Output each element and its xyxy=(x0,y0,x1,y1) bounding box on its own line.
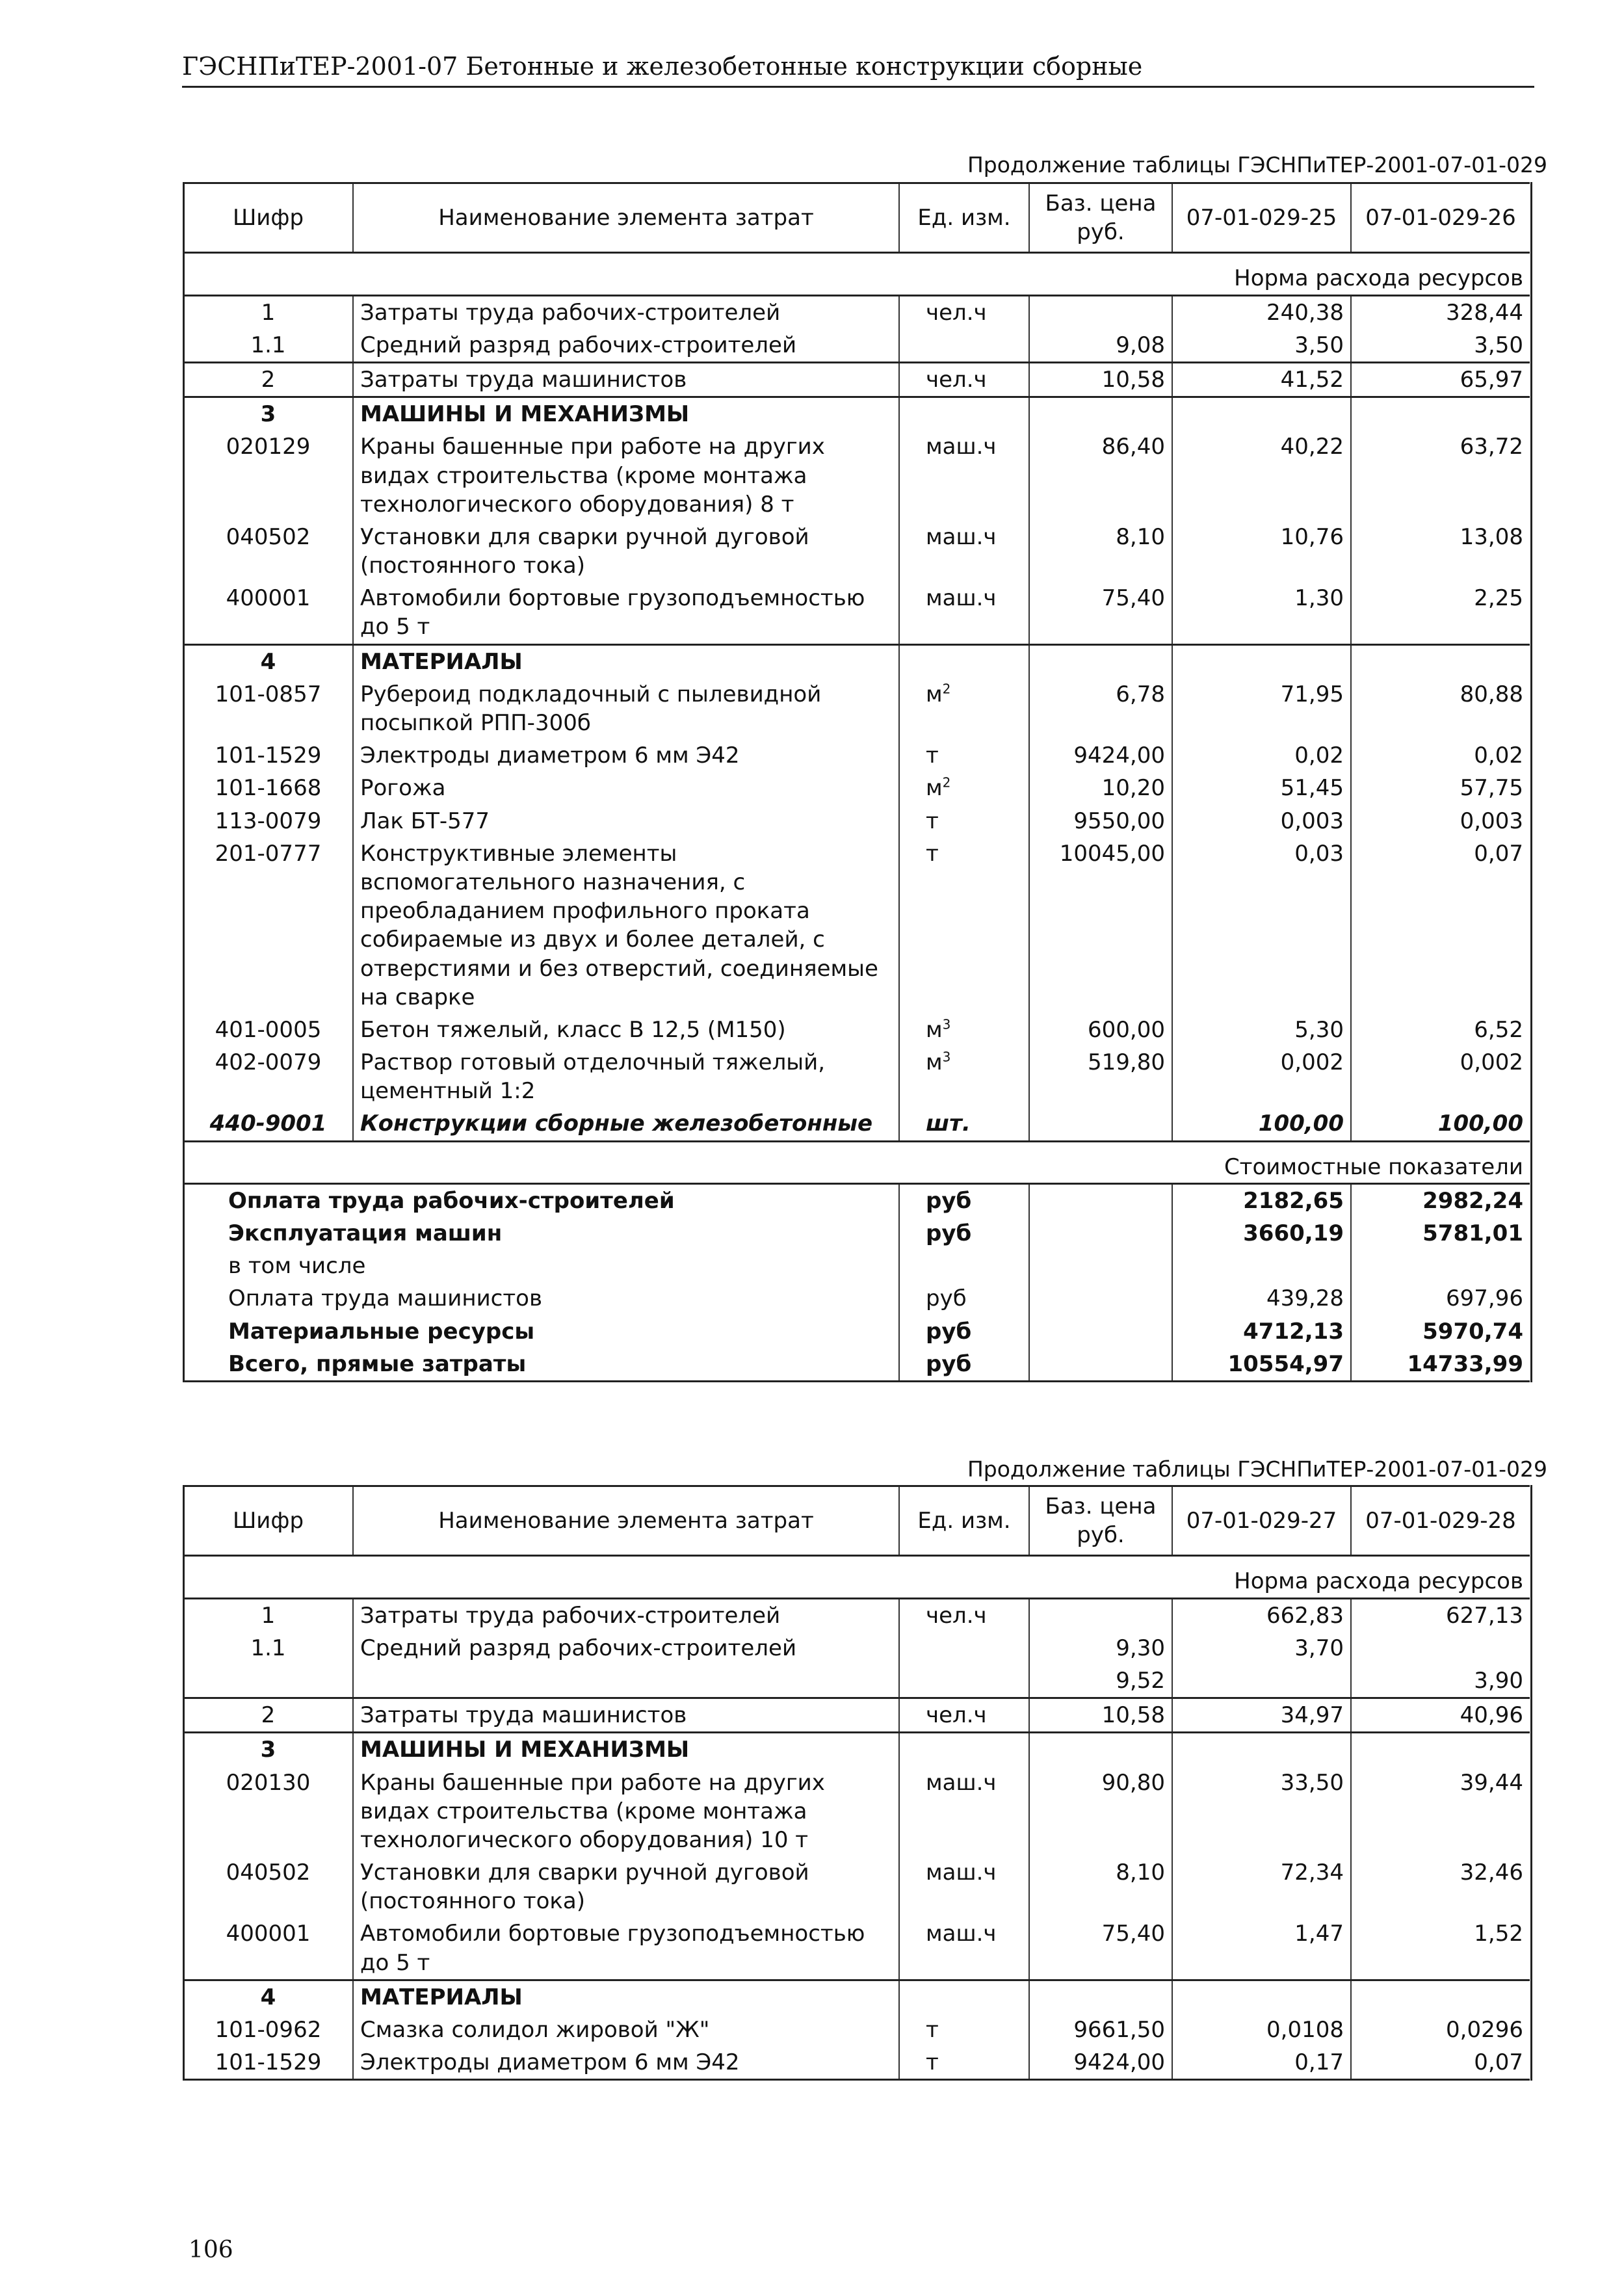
header-code: Шифр xyxy=(184,1486,353,1556)
resource-unit xyxy=(899,2046,1029,2080)
norm-value-1: 40,22 xyxy=(1172,430,1351,521)
resource-code: 400001 xyxy=(226,1921,311,1947)
cost-unit: руб xyxy=(899,1348,1029,1382)
norm-value-1: 1,30 xyxy=(1172,582,1351,644)
norm-value-2: 0,0296 xyxy=(1351,2014,1530,2046)
resource-unit xyxy=(899,362,1029,397)
norm-value-1: 41,52 xyxy=(1172,362,1351,397)
resource-unit xyxy=(899,678,1029,739)
resource-code: 040502 xyxy=(226,523,311,550)
norm-value-1: 240,38 xyxy=(1172,295,1351,329)
resource-name: Лак БТ-577 xyxy=(353,805,899,837)
table-row xyxy=(184,1014,1530,1046)
base-price: 9,08 xyxy=(1029,329,1172,363)
base-price: 9,30 xyxy=(1029,1632,1172,1664)
cost-unit xyxy=(899,1250,1029,1282)
resource-code: 401-0005 xyxy=(215,1016,322,1043)
resource-name: Рогожа xyxy=(353,772,899,804)
norm-value-1 xyxy=(1172,397,1351,431)
norm-value-2 xyxy=(1351,1980,1530,2014)
resource-name: Автомобили бортовые грузоподъемностью до 5 т xyxy=(353,582,899,644)
table-row xyxy=(184,1598,1530,1632)
resource-unit xyxy=(899,772,1029,804)
norm-label: Норма расхода ресурсов xyxy=(184,1556,1530,1598)
resource-name: Конструктивные элементы вспомогательного назначения, с преобладанием профильного проката собираемые из двух и более деталей, с отверстиями и без отверстий, соединяемые на сварке xyxy=(353,837,899,1014)
unit-text: чел.ч xyxy=(926,366,987,393)
cost-row xyxy=(184,1315,1530,1348)
base-price xyxy=(1029,644,1172,678)
resource-name: МАШИНЫ И МЕХАНИЗМЫ xyxy=(353,1733,899,1767)
cost-row xyxy=(184,1217,1530,1250)
unit-text: т xyxy=(926,840,939,867)
header-price: Баз. цена руб. xyxy=(1029,1486,1172,1556)
unit-text: маш.ч xyxy=(926,585,997,612)
resource-code: 440-9001 xyxy=(209,1111,327,1137)
header-col2: 07-01-029-28 xyxy=(1351,1486,1530,1556)
table-row xyxy=(184,772,1530,804)
unit-exponent: 3 xyxy=(942,1049,951,1065)
resource-unit xyxy=(899,1046,1029,1107)
resource-unit xyxy=(899,1014,1029,1046)
norm-value-2: 3,90 xyxy=(1351,1664,1530,1698)
table-row xyxy=(184,1046,1530,1107)
table-row xyxy=(184,1664,1530,1698)
table-row xyxy=(184,644,1530,678)
resource-code: 101-0857 xyxy=(215,681,322,707)
base-price: 9,52 xyxy=(1029,1664,1172,1698)
unit-text: чел.ч xyxy=(926,1602,987,1629)
norm-value-1: 3,70 xyxy=(1172,1632,1351,1664)
cost-unit: руб xyxy=(899,1217,1029,1250)
resource-unit xyxy=(899,2014,1029,2046)
base-price: 9550,00 xyxy=(1029,805,1172,837)
table2-caption: Продолжение таблицы ГЭСНПиТЕР-2001-07-01-029 xyxy=(967,1456,1547,1482)
resource-code: 113-0079 xyxy=(215,808,322,834)
norm-value-2: 0,02 xyxy=(1351,739,1530,772)
norm-value-1: 0,03 xyxy=(1172,837,1351,1014)
resource-code: 101-1529 xyxy=(215,743,322,769)
unit-text: шт. xyxy=(926,1111,971,1137)
cost-price-empty xyxy=(1029,1282,1172,1315)
cost-value-2: 5970,74 xyxy=(1351,1315,1530,1348)
norm-value-1: 662,83 xyxy=(1172,1598,1351,1632)
table-row xyxy=(184,739,1530,772)
norm-value-2: 0,002 xyxy=(1351,1046,1530,1107)
norm-value-2: 2,25 xyxy=(1351,582,1530,644)
base-price: 75,40 xyxy=(1029,582,1172,644)
cost-name: в том числе xyxy=(228,1253,366,1280)
base-price: 9661,50 xyxy=(1029,2014,1172,2046)
norm-label: Норма расхода ресурсов xyxy=(184,253,1530,295)
resource-name: МАШИНЫ И МЕХАНИЗМЫ xyxy=(353,397,899,431)
base-price: 9424,00 xyxy=(1029,2046,1172,2080)
resource-code: 101-0962 xyxy=(215,2017,322,2043)
resource-unit xyxy=(899,1698,1029,1733)
resource-unit xyxy=(899,397,1029,431)
cost-unit: руб xyxy=(899,1315,1029,1348)
table1-body xyxy=(184,183,1530,1382)
header-col2: 07-01-029-26 xyxy=(1351,183,1530,253)
norm-value-1: 72,34 xyxy=(1172,1856,1351,1917)
unit-text: м xyxy=(926,775,943,802)
norm-value-2: 627,13 xyxy=(1351,1598,1530,1632)
resource-name: Смазка солидол жировой "Ж" xyxy=(353,2014,899,2046)
cost-value-1: 439,28 xyxy=(1172,1282,1351,1315)
resource-unit xyxy=(899,1856,1029,1917)
resource-name: Средний разряд рабочих-строителей xyxy=(353,1632,899,1664)
norm-value-1: 0,002 xyxy=(1172,1046,1351,1107)
resource-unit xyxy=(899,1767,1029,1857)
cost-label: Стоимостные показатели xyxy=(184,1141,1530,1183)
base-price xyxy=(1029,397,1172,431)
resource-code: 4 xyxy=(184,644,353,678)
table-row xyxy=(184,521,1530,582)
resource-unit xyxy=(899,1917,1029,1980)
cost-unit: руб xyxy=(899,1183,1029,1217)
cost-price-empty xyxy=(1029,1183,1172,1217)
norm-value-2: 6,52 xyxy=(1351,1014,1530,1046)
table-row xyxy=(184,837,1530,1014)
resource-name: Рубероид подкладочный с пылевидной посыпкой РПП-300б xyxy=(353,678,899,739)
table2 xyxy=(184,1485,1530,2081)
resource-name: Установки для сварки ручной дуговой (постоянного тока) xyxy=(353,521,899,582)
resource-name: Затраты труда рабочих-строителей xyxy=(353,1598,899,1632)
norm-value-2 xyxy=(1351,1733,1530,1767)
unit-text: м xyxy=(926,1016,943,1043)
resource-code: 1.1 xyxy=(250,332,286,358)
cost-unit: руб xyxy=(899,1282,1029,1315)
resource-code: 402-0079 xyxy=(215,1049,322,1076)
unit-exponent: 2 xyxy=(942,681,951,697)
unit-text: маш.ч xyxy=(926,1921,997,1947)
norm-value-1 xyxy=(1172,1980,1351,2014)
cost-value-1: 3660,19 xyxy=(1172,1217,1351,1250)
table-row xyxy=(184,805,1530,837)
resource-code: 1 xyxy=(261,1602,276,1629)
unit-text: т xyxy=(926,2017,939,2043)
table-row xyxy=(184,1856,1530,1917)
resource-code: 020129 xyxy=(226,434,311,460)
table-row xyxy=(184,1632,1530,1664)
table-row xyxy=(184,1107,1530,1141)
resource-unit xyxy=(899,739,1029,772)
resource-name: Раствор готовый отделочный тяжелый, цементный 1:2 xyxy=(353,1046,899,1107)
resource-name: Краны башенные при работе на других видах строительства (кроме монтажа технологического оборудования) 10 т xyxy=(353,1767,899,1857)
header-row xyxy=(184,183,1530,253)
cost-row xyxy=(184,1183,1530,1217)
resource-code: 3 xyxy=(184,1733,353,1767)
norm-label-row xyxy=(184,253,1530,295)
unit-exponent: 3 xyxy=(942,1016,951,1032)
cost-value-2: 697,96 xyxy=(1351,1282,1530,1315)
unit-text: т xyxy=(926,2049,939,2076)
norm-value-1: 51,45 xyxy=(1172,772,1351,804)
table-row xyxy=(184,678,1530,739)
norm-value-2: 65,97 xyxy=(1351,362,1530,397)
base-price: 6,78 xyxy=(1029,678,1172,739)
resource-name: Автомобили бортовые грузоподъемностью до 5 т xyxy=(353,1917,899,1980)
base-price: 90,80 xyxy=(1029,1767,1172,1857)
resource-code xyxy=(184,1664,353,1698)
resource-code: 101-1529 xyxy=(184,2046,353,2080)
norm-value-2: 32,46 xyxy=(1351,1856,1530,1917)
norm-value-1: 5,30 xyxy=(1172,1014,1351,1046)
base-price: 10045,00 xyxy=(1029,837,1172,1014)
resource-unit xyxy=(899,582,1029,644)
unit-text: м xyxy=(926,681,943,707)
resource-unit xyxy=(899,805,1029,837)
resource-name: Электроды диаметром 6 мм Э42 xyxy=(353,2046,899,2080)
cost-price-empty xyxy=(1029,1315,1172,1348)
header-unit: Ед. изм. xyxy=(899,1486,1029,1556)
resource-code: 4 xyxy=(184,1980,353,2014)
norm-value-2: 57,75 xyxy=(1351,772,1530,804)
unit-text: чел.ч xyxy=(926,299,987,326)
running-head: ГЭСНПиТЕР-2001-07 Бетонные и железобетонные конструкции сборные xyxy=(182,52,1534,88)
unit-text: маш.ч xyxy=(926,1860,997,1886)
base-price xyxy=(1029,1733,1172,1767)
base-price: 600,00 xyxy=(1029,1014,1172,1046)
cost-price-empty xyxy=(1029,1217,1172,1250)
resource-code: 2 xyxy=(184,362,353,397)
norm-value-2 xyxy=(1351,1632,1530,1664)
norm-value-1: 0,0108 xyxy=(1172,2014,1351,2046)
resource-code: 201-0777 xyxy=(215,840,322,867)
resource-code: 040502 xyxy=(226,1860,311,1886)
norm-value-2: 80,88 xyxy=(1351,678,1530,739)
norm-value-2: 63,72 xyxy=(1351,430,1530,521)
base-price xyxy=(1029,1598,1172,1632)
resource-unit xyxy=(899,430,1029,521)
norm-value-1: 0,17 xyxy=(1172,2046,1351,2080)
table2-body xyxy=(184,1486,1530,2080)
cost-row xyxy=(184,1348,1530,1382)
cost-name: Оплата труда машинистов xyxy=(228,1285,543,1312)
resource-code: 101-1668 xyxy=(215,775,322,802)
resource-code: 2 xyxy=(184,1698,353,1733)
norm-value-1 xyxy=(1172,1664,1351,1698)
resource-name: Конструкции сборные железобетонные xyxy=(353,1107,899,1141)
cost-name: Оплата труда рабочих-строителей xyxy=(228,1187,675,1214)
table-row xyxy=(184,1980,1530,2014)
norm-value-1: 33,50 xyxy=(1172,1767,1351,1857)
cost-value-1: 4712,13 xyxy=(1172,1315,1351,1348)
cost-label-row xyxy=(184,1141,1530,1183)
resource-code: 1.1 xyxy=(250,1635,286,1661)
norm-value-1 xyxy=(1172,1733,1351,1767)
cost-value-2: 2982,24 xyxy=(1351,1183,1530,1217)
norm-value-1: 1,47 xyxy=(1172,1917,1351,1980)
resource-name: Установки для сварки ручной дуговой (постоянного тока) xyxy=(353,1856,899,1917)
resource-name xyxy=(353,1664,899,1698)
norm-label-row xyxy=(184,1556,1530,1598)
table-row xyxy=(184,1917,1530,1980)
cost-value-2: 14733,99 xyxy=(1351,1348,1530,1382)
table-row xyxy=(184,1698,1530,1733)
resource-name: Затраты труда рабочих-строителей xyxy=(353,295,899,329)
table-row xyxy=(184,329,1530,363)
table1 xyxy=(184,182,1530,1382)
cost-price-empty xyxy=(1029,1250,1172,1282)
cost-value-1: 10554,97 xyxy=(1172,1348,1351,1382)
header-unit: Ед. изм. xyxy=(899,183,1029,253)
base-price: 9424,00 xyxy=(1029,739,1172,772)
base-price xyxy=(1029,295,1172,329)
cost-name: Эксплуатация машин xyxy=(228,1220,503,1246)
base-price xyxy=(1029,1107,1172,1141)
base-price xyxy=(1029,1980,1172,2014)
resource-unit xyxy=(899,329,1029,363)
unit-text: м xyxy=(926,1049,943,1076)
unit-text: чел.ч xyxy=(926,1702,987,1729)
norm-value-2: 0,07 xyxy=(1351,837,1530,1014)
table-row xyxy=(184,295,1530,329)
page-number: 106 xyxy=(189,2237,233,2263)
base-price: 75,40 xyxy=(1029,1917,1172,1980)
cost-value-1: 2182,65 xyxy=(1172,1183,1351,1217)
norm-value-2 xyxy=(1351,644,1530,678)
cost-row xyxy=(184,1282,1530,1315)
cost-row xyxy=(184,1250,1530,1282)
header-code: Шифр xyxy=(184,183,353,253)
base-price: 8,10 xyxy=(1029,1856,1172,1917)
header-col1: 07-01-029-25 xyxy=(1172,183,1351,253)
norm-value-1: 100,00 xyxy=(1172,1107,1351,1141)
resource-unit xyxy=(899,1107,1029,1141)
table-row xyxy=(184,430,1530,521)
resource-unit xyxy=(899,1664,1029,1698)
resource-name: МАТЕРИАЛЫ xyxy=(353,1980,899,2014)
base-price: 10,58 xyxy=(1029,362,1172,397)
table-row xyxy=(184,582,1530,644)
norm-value-1: 34,97 xyxy=(1172,1698,1351,1733)
norm-value-2: 39,44 xyxy=(1351,1767,1530,1857)
resource-name: Бетон тяжелый, класс В 12,5 (М150) xyxy=(353,1014,899,1046)
resource-unit xyxy=(899,295,1029,329)
norm-value-2: 3,50 xyxy=(1351,329,1530,363)
unit-text: маш.ч xyxy=(926,523,997,550)
resource-code: 3 xyxy=(184,397,353,431)
header-name: Наименование элемента затрат xyxy=(353,183,899,253)
table-row xyxy=(184,2014,1530,2046)
norm-value-2: 1,52 xyxy=(1351,1917,1530,1980)
norm-value-2: 0,003 xyxy=(1351,805,1530,837)
cost-name: Материальные ресурсы xyxy=(228,1318,535,1345)
resource-name: Средний разряд рабочих-строителей xyxy=(353,329,899,363)
resource-code: 400001 xyxy=(226,585,311,612)
cost-price-empty xyxy=(1029,1348,1172,1382)
unit-exponent: 2 xyxy=(942,775,951,791)
base-price: 519,80 xyxy=(1029,1046,1172,1107)
cost-value-2 xyxy=(1351,1250,1530,1282)
table1-caption: Продолжение таблицы ГЭСНПиТЕР-2001-07-01-029 xyxy=(967,152,1547,178)
resource-name: Затраты труда машинистов xyxy=(353,362,899,397)
header-col1: 07-01-029-27 xyxy=(1172,1486,1351,1556)
unit-text: маш.ч xyxy=(926,434,997,460)
base-price: 10,58 xyxy=(1029,1698,1172,1733)
cost-value-1 xyxy=(1172,1250,1351,1282)
resource-unit xyxy=(899,1980,1029,2014)
norm-value-1: 0,003 xyxy=(1172,805,1351,837)
resource-unit xyxy=(899,1632,1029,1664)
header-row xyxy=(184,1486,1530,1556)
base-price: 10,20 xyxy=(1029,772,1172,804)
resource-unit xyxy=(899,521,1029,582)
norm-value-2: 0,07 xyxy=(1351,2046,1530,2080)
base-price: 86,40 xyxy=(1029,430,1172,521)
base-price: 8,10 xyxy=(1029,521,1172,582)
unit-text: маш.ч xyxy=(926,1769,997,1796)
norm-value-1 xyxy=(1172,644,1351,678)
norm-value-2: 100,00 xyxy=(1351,1107,1530,1141)
norm-value-1: 0,02 xyxy=(1172,739,1351,772)
norm-value-2 xyxy=(1351,397,1530,431)
resource-code: 020130 xyxy=(226,1769,311,1796)
resource-unit xyxy=(899,1733,1029,1767)
resource-unit xyxy=(899,644,1029,678)
unit-text: т xyxy=(926,743,939,769)
resource-name: Затраты труда машинистов xyxy=(353,1698,899,1733)
resource-unit xyxy=(899,837,1029,1014)
norm-value-2: 40,96 xyxy=(1351,1698,1530,1733)
norm-value-1: 71,95 xyxy=(1172,678,1351,739)
resource-name: МАТЕРИАЛЫ xyxy=(353,644,899,678)
norm-value-2: 328,44 xyxy=(1351,295,1530,329)
norm-value-2: 13,08 xyxy=(1351,521,1530,582)
header-price: Баз. цена руб. xyxy=(1029,183,1172,253)
table-row xyxy=(184,397,1530,431)
table-row xyxy=(184,2046,1530,2080)
resource-name: Электроды диаметром 6 мм Э42 xyxy=(353,739,899,772)
unit-text: т xyxy=(926,808,939,834)
table-row xyxy=(184,1767,1530,1857)
table-row xyxy=(184,1733,1530,1767)
cost-name: Всего, прямые затраты xyxy=(184,1348,899,1382)
norm-value-1: 3,50 xyxy=(1172,329,1351,363)
table-row xyxy=(184,362,1530,397)
resource-code: 1 xyxy=(261,299,276,326)
norm-value-1: 10,76 xyxy=(1172,521,1351,582)
resource-name: Краны башенные при работе на других видах строительства (кроме монтажа технологического оборудования) 8 т xyxy=(353,430,899,521)
resource-unit xyxy=(899,1598,1029,1632)
cost-value-2: 5781,01 xyxy=(1351,1217,1530,1250)
header-name: Наименование элемента затрат xyxy=(353,1486,899,1556)
